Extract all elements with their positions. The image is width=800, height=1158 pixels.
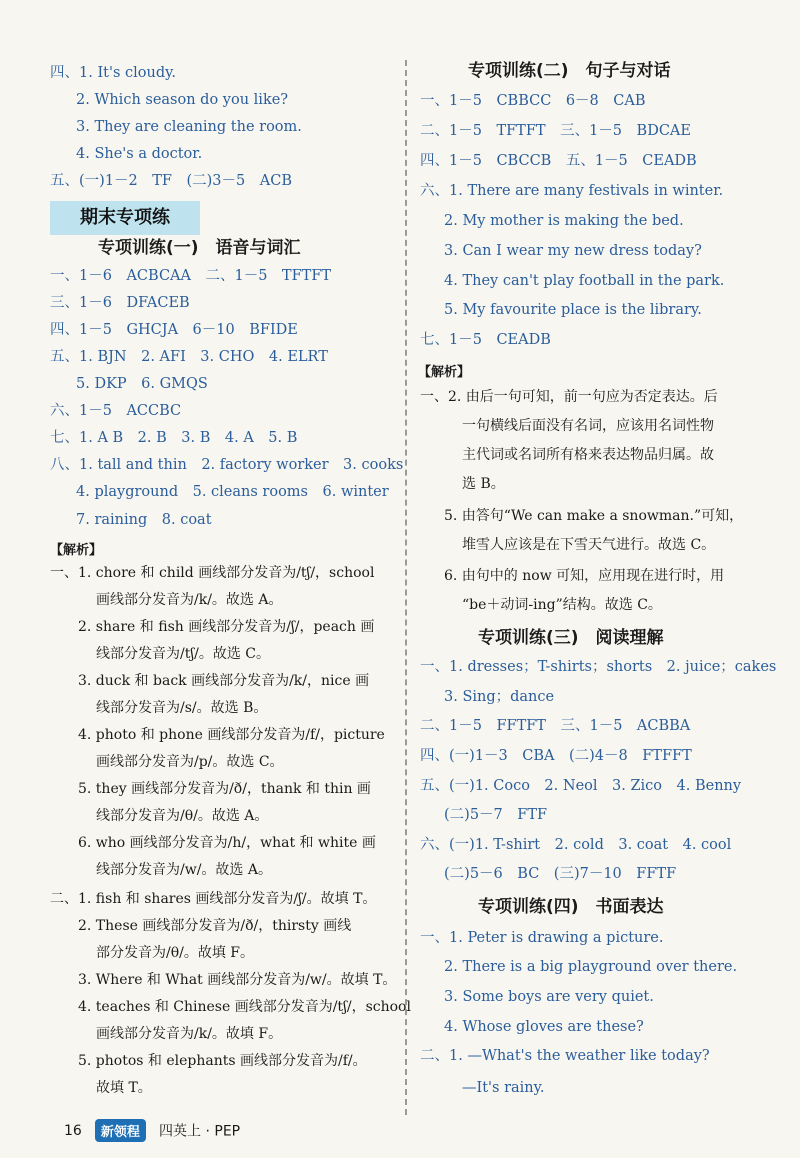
analysis-line: 选 B。 — [462, 476, 505, 492]
analysis-line: 4. teaches 和 Chinese 画线部分发音为/tʃ/，school — [78, 999, 411, 1015]
sentence-line: —It's rainy. — [462, 1080, 545, 1096]
analysis-line: 2. These 画线部分发音为/ð/，thirsty 画线 — [78, 918, 352, 934]
answer-line: 一、1. dresses；T-shirts；shorts 2. juice；cakes — [420, 659, 777, 675]
analysis-line: 堆雪人应该是在下雪天气进行。故选 C。 — [462, 537, 716, 553]
answer-line: 六、1－5 ACCBC — [50, 403, 182, 419]
answer-line: 二、1－5 FFTFT 三、1－5 ACBBA — [420, 718, 691, 734]
answer-line: 3. Sing；dance — [444, 689, 555, 705]
answer-line: 三、1－6 DFACEB — [50, 295, 190, 311]
section-title-3: 专项训练(三) 阅读理解 — [478, 628, 664, 648]
answer-line: 5. DKP 6. GMQS — [76, 376, 208, 392]
sentence-line: 3. Some boys are very quiet. — [444, 989, 654, 1005]
sec5-line: 五、(一)1－2 TF (二)3－5 ACB — [50, 173, 292, 189]
sentence-line: 2. My mother is making the bed. — [444, 213, 684, 229]
analysis-line: 3. duck 和 back 画线部分发音为/k/，nice 画 — [78, 673, 370, 689]
analysis-line: 3. Where 和 What 画线部分发音为/w/。故填 T。 — [78, 972, 397, 988]
analysis-line: 部分发音为/θ/。故填 F。 — [96, 945, 255, 961]
answer-line: 四、(一)1－3 CBA (二)4－8 FTFFT — [420, 748, 692, 764]
answer-line: 四、1－5 GHCJA 6－10 BFIDE — [50, 322, 298, 338]
answer-line: 七、1－5 CEADB — [420, 332, 551, 348]
section-title-4: 专项训练(四) 书面表达 — [478, 897, 664, 917]
answer-line: 五、1. BJN 2. AFI 3. CHO 4. ELRT — [50, 349, 328, 365]
sentence-line: 2. There is a big playground over there. — [444, 959, 738, 975]
answer-line: 八、1. tall and thin 2. factory worker 3. cooks — [50, 457, 404, 473]
sentence-line: 4. They can't play football in the park. — [444, 273, 725, 289]
answer-line: 七、1. A B 2. B 3. B 4. A 5. B — [50, 430, 298, 446]
analysis-line: 画线部分发音为/p/。故选 C。 — [96, 754, 284, 770]
analysis-line: 一、2. 由后一句可知，前一句应为否定表达。后 — [420, 389, 718, 405]
sec4-line-2: 2. Which season do you like? — [76, 92, 289, 108]
section-title-2: 专项训练(二) 句子与对话 — [468, 61, 671, 81]
analysis-line: 6. who 画线部分发音为/h/，what 和 white 画 — [78, 835, 376, 851]
sentence-line: 3. Can I wear my new dress today? — [444, 243, 702, 259]
book-label: 四英上 · PEP — [159, 1123, 241, 1140]
analysis-line: 主代词或名词所有格来表达物品归属。故 — [462, 447, 714, 463]
sec4-line-3: 3. They are cleaning the room. — [76, 119, 302, 135]
brand-logo: 新领程 — [95, 1119, 146, 1142]
analysis-line: 线部分发音为/w/。故选 A。 — [96, 862, 272, 878]
answer-line: 六、(一)1. T-shirt 2. cold 3. coat 4. cool — [420, 837, 732, 853]
analysis-line: 5. photos 和 elephants 画线部分发音为/f/。 — [78, 1053, 367, 1069]
answer-line: 一、1－5 CBBCC 6－8 CAB — [420, 93, 646, 109]
analysis-line: 5. 由答句“We can make a snowman.”可知， — [444, 508, 744, 524]
answer-line: 四、1－5 CBCCB 五、1－5 CEADB — [420, 153, 697, 169]
answer-line: 一、1－6 ACBCAA 二、1－5 TFTFT — [50, 268, 332, 284]
answer-line: 4. playground 5. cleans rooms 6. winter — [76, 484, 389, 500]
answer-line: (二)5－6 BC (三)7－10 FFTF — [444, 866, 677, 882]
sentence-line: 4. Whose gloves are these? — [444, 1019, 644, 1035]
analysis-line: 6. 由句中的 now 可知，应用现在进行时，用 — [444, 568, 725, 584]
analysis-line: 画线部分发音为/k/。故填 F。 — [96, 1026, 283, 1042]
analysis-line: 线部分发音为/s/。故选 B。 — [96, 700, 268, 716]
sec4-line-4: 4. She's a doctor. — [76, 146, 203, 162]
column-divider — [405, 60, 407, 1115]
analysis-line: 一句横线后面没有名词，应该用名词性物 — [462, 418, 714, 434]
sentence-line: 六、1. There are many festivals in winter. — [420, 183, 724, 199]
analysis-line: 4. photo 和 phone 画线部分发音为/f/，picture — [78, 727, 385, 743]
analysis-line: 画线部分发音为/k/。故选 A。 — [96, 592, 283, 608]
analysis-line: 故填 T。 — [96, 1080, 152, 1096]
section-title-1: 专项训练(一) 语音与词汇 — [98, 238, 301, 258]
analysis-label: 【解析】 — [50, 543, 103, 558]
analysis-line: 线部分发音为/tʃ/。故选 C。 — [96, 646, 271, 662]
page-footer — [64, 1119, 240, 1143]
page-number: 16 — [64, 1122, 82, 1139]
analysis-line: 一、1. chore 和 child 画线部分发音为/tʃ/，school — [50, 565, 375, 581]
answer-line: 五、(一)1. Coco 2. Neol 3. Zico 4. Benny — [420, 778, 742, 794]
answer-line: 7. raining 8. coat — [76, 512, 212, 528]
answer-line: (二)5－7 FTF — [444, 807, 548, 823]
final-exam-banner: 期末专项练 — [50, 201, 200, 235]
sentence-line: 一、1. Peter is drawing a picture. — [420, 930, 664, 946]
analysis-line: 线部分发音为/θ/。故选 A。 — [96, 808, 269, 824]
analysis-line: 5. they 画线部分发音为/ð/，thank 和 thin 画 — [78, 781, 371, 797]
answer-line: 二、1－5 TFTFT 三、1－5 BDCAE — [420, 123, 691, 139]
analysis-label: 【解析】 — [418, 365, 471, 380]
sentence-line: 5. My favourite place is the library. — [444, 302, 702, 318]
sec4-line-1: 四、1. It's cloudy. — [50, 65, 177, 81]
analysis-line: “be＋动词-ing”结构。故选 C。 — [462, 597, 662, 613]
sentence-line: 二、1. —What's the weather like today? — [420, 1048, 710, 1064]
analysis-line: 2. share 和 fish 画线部分发音为/ʃ/，peach 画 — [78, 619, 375, 635]
analysis-line: 二、1. fish 和 shares 画线部分发音为/ʃ/。故填 T。 — [50, 891, 377, 907]
